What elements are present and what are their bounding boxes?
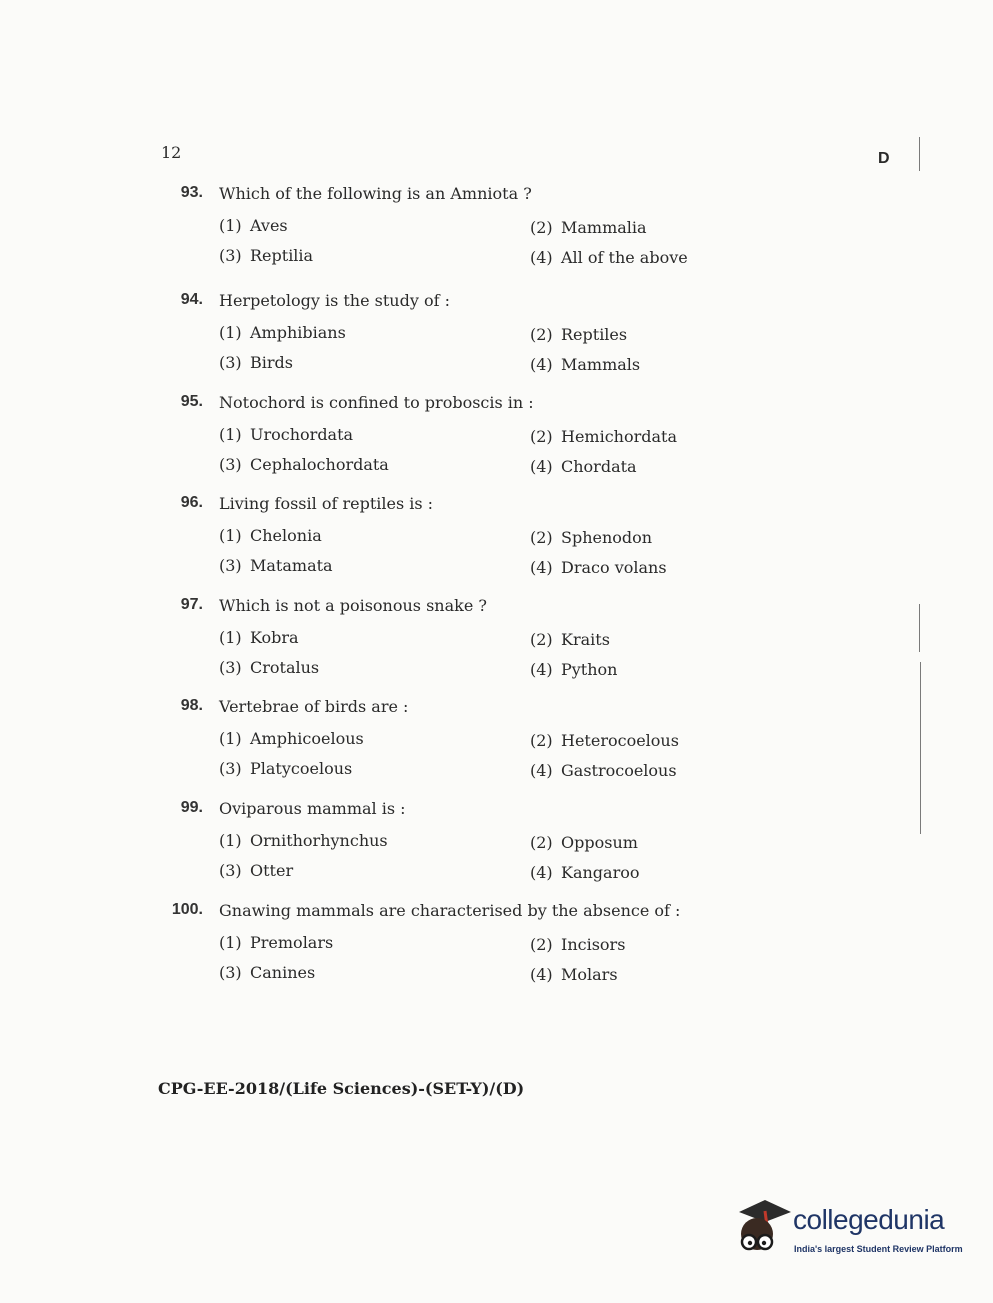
option-text: Amphibians	[250, 323, 346, 342]
option-text: Platycoelous	[250, 759, 353, 778]
question-number: 100.	[171, 901, 203, 918]
option-3	[219, 455, 389, 474]
question-number: 93.	[180, 184, 203, 201]
question-96	[166, 494, 726, 590]
option-2	[530, 833, 638, 852]
question-text: Which of the following is an Amniota ?	[219, 184, 532, 203]
question-97	[166, 596, 726, 692]
question-98	[166, 697, 726, 793]
option-4	[530, 355, 640, 374]
question-number: 94.	[180, 291, 203, 308]
set-code: D	[878, 150, 890, 167]
option-2	[530, 528, 652, 547]
option-2	[530, 325, 627, 344]
option-text: Ornithorhynchus	[250, 831, 388, 850]
edge-bar	[919, 604, 920, 652]
question-text: Living fossil of reptiles is :	[219, 494, 434, 513]
option-text: Opposum	[561, 833, 638, 852]
option-text: Chelonia	[250, 526, 322, 545]
option-number: (4)	[530, 457, 553, 476]
option-number: (2)	[530, 833, 553, 852]
option-1	[219, 323, 346, 342]
option-text: Crotalus	[250, 658, 320, 677]
option-text: Amphicoelous	[250, 729, 364, 748]
option-number: (2)	[530, 218, 553, 237]
option-text: Kraits	[561, 630, 610, 649]
option-1	[219, 729, 364, 748]
option-number: (4)	[530, 761, 553, 780]
question-text: Gnawing mammals are characterised by the absence of :	[219, 901, 681, 920]
option-4	[530, 248, 688, 267]
question-94	[166, 291, 726, 387]
option-3	[219, 658, 319, 677]
option-text: Cephalochordata	[250, 455, 389, 474]
option-text: Gastrocoelous	[561, 761, 677, 780]
option-number: (4)	[530, 660, 553, 679]
page-number: 12	[161, 143, 182, 162]
option-2	[530, 935, 625, 954]
option-text: Urochordata	[250, 425, 354, 444]
option-2	[530, 427, 677, 446]
option-text: Chordata	[561, 457, 637, 476]
option-number: (2)	[530, 935, 553, 954]
option-number: (2)	[530, 528, 553, 547]
option-1	[219, 831, 388, 850]
option-number: (4)	[530, 863, 553, 882]
option-3	[219, 353, 293, 372]
brand-name: collegedunia	[793, 1204, 945, 1235]
option-number: (1)	[219, 933, 242, 952]
option-1	[219, 628, 299, 647]
option-text: Reptiles	[561, 325, 628, 344]
option-text: Python	[561, 660, 618, 679]
option-number: (3)	[219, 861, 242, 880]
option-3	[219, 861, 293, 880]
question-text: Vertebrae of birds are :	[219, 697, 409, 716]
option-number: (3)	[219, 556, 242, 575]
mascot-icon	[733, 1196, 793, 1256]
question-text: Which is not a poisonous snake ?	[219, 596, 487, 615]
option-text: Canines	[250, 963, 316, 982]
option-text: Incisors	[561, 935, 626, 954]
option-number: (4)	[530, 248, 553, 267]
option-number: (3)	[219, 658, 242, 677]
option-text: Heterocoelous	[561, 731, 679, 750]
option-3	[219, 759, 352, 778]
option-4	[530, 660, 617, 679]
option-text: Kobra	[250, 628, 299, 647]
footer-code: CPG-EE-2018/(Life Sciences)-(SET-Y)/(D)	[158, 1079, 525, 1098]
question-number: 98.	[180, 697, 203, 714]
option-text: Draco volans	[561, 558, 667, 577]
option-text: Birds	[250, 353, 293, 372]
option-text: Reptilia	[250, 246, 314, 265]
option-number: (3)	[219, 455, 242, 474]
option-text: Otter	[250, 861, 294, 880]
option-1	[219, 216, 288, 235]
option-2	[530, 731, 679, 750]
option-text: Matamata	[250, 556, 333, 575]
option-number: (1)	[219, 628, 242, 647]
question-text: Herpetology is the study of :	[219, 291, 451, 310]
option-number: (1)	[219, 526, 242, 545]
option-text: Mammals	[561, 355, 641, 374]
option-text: Kangaroo	[561, 863, 640, 882]
question-99	[166, 799, 726, 895]
question-95	[166, 393, 726, 489]
option-number: (4)	[530, 355, 553, 374]
option-text: Premolars	[250, 933, 334, 952]
option-number: (3)	[219, 353, 242, 372]
option-1	[219, 425, 353, 444]
option-number: (3)	[219, 246, 242, 265]
option-2	[530, 630, 610, 649]
option-number: (4)	[530, 965, 553, 984]
option-number: (1)	[219, 323, 242, 342]
option-4	[530, 965, 618, 984]
question-100	[166, 901, 726, 997]
option-number: (1)	[219, 831, 242, 850]
option-number: (1)	[219, 729, 242, 748]
collegedunia-logo	[733, 1196, 965, 1262]
question-text: Notochord is confined to proboscis in :	[219, 393, 534, 412]
option-4	[530, 863, 640, 882]
option-4	[530, 558, 667, 577]
edge-bar	[919, 137, 920, 171]
question-number: 95.	[180, 393, 203, 410]
option-3	[219, 246, 313, 265]
option-number: (1)	[219, 216, 242, 235]
question-number: 99.	[180, 799, 203, 816]
option-number: (3)	[219, 759, 242, 778]
option-4	[530, 761, 677, 780]
option-text: All of the above	[561, 248, 688, 267]
option-4	[530, 457, 637, 476]
option-number: (3)	[219, 963, 242, 982]
option-number: (2)	[530, 731, 553, 750]
option-number: (4)	[530, 558, 553, 577]
question-number: 97.	[180, 596, 203, 613]
option-text: Sphenodon	[561, 528, 653, 547]
question-text: Oviparous mammal is :	[219, 799, 406, 818]
option-1	[219, 933, 333, 952]
question-93	[166, 184, 726, 280]
option-number: (2)	[530, 427, 553, 446]
question-number: 96.	[180, 494, 203, 511]
option-text: Mammalia	[561, 218, 647, 237]
option-2	[530, 218, 647, 237]
option-text: Hemichordata	[561, 427, 678, 446]
option-text: Aves	[250, 216, 288, 235]
edge-bar	[920, 662, 921, 834]
brand-tagline: India's largest Student Review Platform	[794, 1244, 963, 1254]
option-1	[219, 526, 322, 545]
option-3	[219, 556, 333, 575]
option-3	[219, 963, 315, 982]
option-number: (2)	[530, 325, 553, 344]
option-number: (2)	[530, 630, 553, 649]
option-number: (1)	[219, 425, 242, 444]
option-text: Molars	[561, 965, 618, 984]
